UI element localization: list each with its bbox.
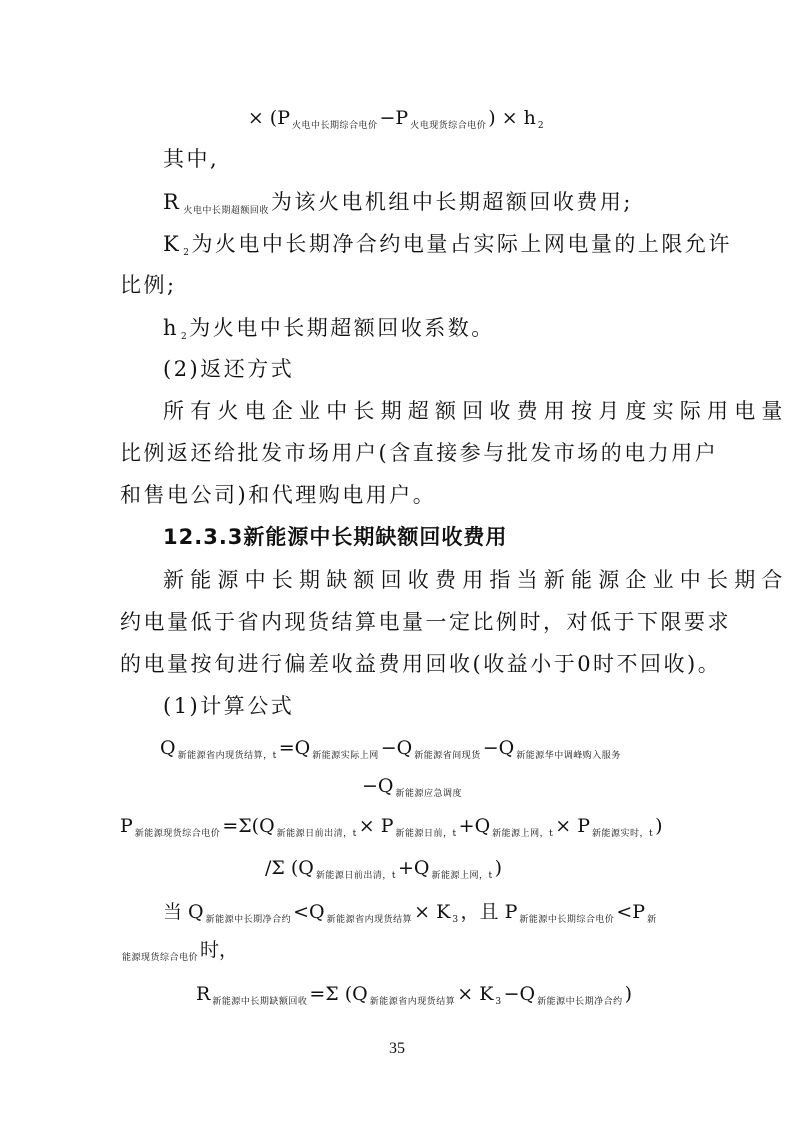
formula-subscript: 新能源上网，t bbox=[431, 871, 493, 881]
formula-shortfall-recovery bbox=[196, 979, 632, 1017]
symbol-subscript: 火电中长期超额回收 bbox=[183, 206, 269, 216]
formula-subscript: 新 bbox=[647, 915, 657, 925]
formula-subscript: 新能源日前出清，t bbox=[276, 829, 357, 839]
formula-part: ) bbox=[494, 857, 503, 879]
formula-subscript: 新能源省内现货结算 bbox=[326, 915, 413, 925]
formula-subscript: 2 bbox=[537, 121, 545, 131]
condition-line bbox=[163, 897, 659, 935]
formula-part: −Q bbox=[380, 737, 413, 759]
paragraph-line: 和售电公司)和代理购电用户。 bbox=[120, 483, 437, 507]
definition-text: 为火电中长期超额回收系数。 bbox=[189, 316, 495, 340]
paragraph-line: 所有火电企业中长期超额回收费用按月度实际用电量 bbox=[163, 399, 789, 423]
formula-subscript: 火电现货综合电价 bbox=[410, 121, 487, 131]
formula-subscript: 新能源省内现货结算，t bbox=[177, 751, 277, 761]
formula-part: =Σ(Q bbox=[222, 815, 275, 837]
paragraph-line: 比例返还给批发市场用户(含直接参与批发市场的电力用户 bbox=[120, 441, 719, 465]
paragraph-line: 的电量按旬进行偏差收益费用回收(收益小于0时不回收)。 bbox=[120, 652, 722, 676]
formula-part: −P bbox=[379, 107, 409, 129]
formula-part: −Q bbox=[362, 775, 394, 797]
formula-spot-price-denominator bbox=[265, 853, 502, 891]
symbol-subscript: 2 bbox=[181, 332, 188, 342]
formula-subscript: 能源现货综合电价 bbox=[122, 953, 199, 963]
formula-part: 时， bbox=[200, 939, 239, 961]
formula-part: × P bbox=[555, 815, 591, 837]
formula-subscript: 新能源华中调峰购入服务 bbox=[516, 751, 621, 761]
formula-subscript: 新能源中长期净合约 bbox=[205, 915, 292, 925]
where-label: 其中, bbox=[163, 147, 220, 171]
symbol-subscript: 2 bbox=[183, 248, 190, 258]
definition-k2-continued: 比例; bbox=[120, 273, 177, 297]
formula-part: × K bbox=[414, 901, 451, 923]
formula-part: −Q bbox=[482, 737, 515, 759]
symbol: R bbox=[163, 190, 182, 214]
formula-spot-price bbox=[120, 811, 663, 849]
paragraph-line: 新能源中长期缺额回收费用指当新能源企业中长期合 bbox=[163, 568, 789, 592]
formula-part: <P bbox=[616, 901, 646, 923]
formula-part: × P bbox=[358, 815, 394, 837]
formula-part: P bbox=[120, 815, 133, 837]
formula-fire-recovery-tail bbox=[0, 103, 794, 141]
formula-subscript: 新能源实时，t bbox=[592, 829, 654, 839]
formula-settlement-quantity bbox=[160, 733, 623, 771]
formula-subscript: 新能源省内现货结算 bbox=[369, 997, 456, 1007]
formula-subscript: 新能源省间现货 bbox=[414, 751, 481, 761]
definition-k2 bbox=[163, 229, 732, 268]
formula-subscript: 3 bbox=[452, 915, 459, 925]
page-number: 35 bbox=[389, 1040, 405, 1057]
formula-part: Q bbox=[160, 737, 176, 759]
formula-subscript: 3 bbox=[495, 997, 502, 1007]
definition-text: 为火电中长期净合约电量占实际上网电量的上限允许 bbox=[191, 232, 732, 256]
formula-subscript: 新能源应急调度 bbox=[395, 789, 463, 799]
paragraph-line: 约电量低于省内现货结算电量一定比例时，对低于下限要求 bbox=[120, 610, 731, 634]
formula-part: <Q bbox=[293, 901, 325, 923]
formula-part: ) bbox=[624, 983, 633, 1005]
formula-subscript: 新能源实际上网 bbox=[312, 751, 379, 761]
section-heading: 12.3.3新能源中长期缺额回收费用 bbox=[163, 525, 508, 549]
formula-part: ) × h bbox=[488, 107, 536, 129]
formula-subscript: 新能源日前出清，t bbox=[315, 871, 396, 881]
formula-part: × K bbox=[457, 983, 494, 1005]
formula-subscript: 新能源中长期缺额回收 bbox=[212, 997, 308, 1007]
formula-part: ，且 P bbox=[460, 901, 518, 923]
formula-part: × (P bbox=[247, 107, 290, 129]
symbol: h bbox=[163, 316, 180, 340]
formula-part: =Q bbox=[278, 737, 311, 759]
formula-part: /Σ (Q bbox=[265, 857, 314, 879]
formula-subscript: 新能源日前，t bbox=[395, 829, 457, 839]
formula-part: +Q bbox=[458, 815, 491, 837]
formula-subscript: 新能源上网，t bbox=[492, 829, 554, 839]
formula-part: ) bbox=[655, 815, 663, 837]
definition-r bbox=[163, 187, 633, 226]
formula-part: R bbox=[196, 983, 211, 1005]
formula-subscript: 新能源中长期净合约 bbox=[537, 997, 623, 1007]
formula-subscript: 新能源中长期综合电价 bbox=[519, 915, 615, 925]
definition-h2 bbox=[163, 313, 495, 352]
condition-line-continued bbox=[120, 935, 238, 973]
formula-subscript: 新能源现货综合电价 bbox=[134, 829, 221, 839]
formula-part: +Q bbox=[398, 857, 430, 879]
definition-text: 为该火电机组中长期超额回收费用; bbox=[270, 190, 633, 214]
formula-settlement-quantity-continued bbox=[362, 771, 464, 809]
formula-part: −Q bbox=[503, 983, 536, 1005]
subsection-title-return: (2)返还方式 bbox=[163, 357, 295, 381]
formula-part: =Σ (Q bbox=[309, 983, 368, 1005]
symbol: K bbox=[163, 232, 182, 256]
formula-part: 当 Q bbox=[163, 901, 204, 923]
formula-subscript: 火电中长期综合电价 bbox=[292, 121, 378, 131]
subsection-title-formula: (1)计算公式 bbox=[163, 694, 295, 718]
